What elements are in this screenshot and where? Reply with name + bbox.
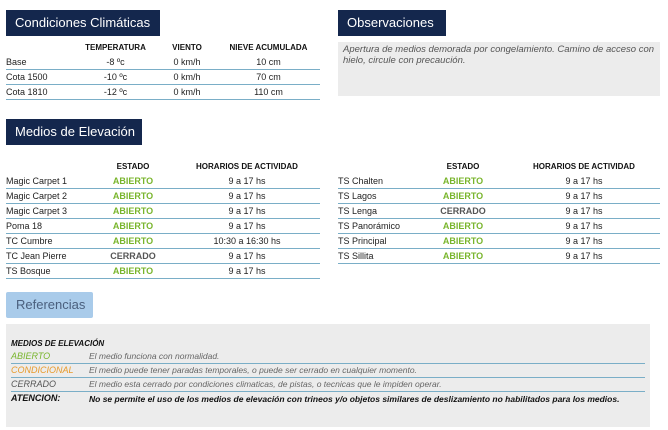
reference-desc: No se permite el uso de los medios de elevación con trineos y/o objetos similares de deslizamiento no habilitados para los medios. [89,394,620,404]
lift-status: ABIERTO [418,189,508,204]
climate-wind: 0 km/h [157,55,217,70]
lift-hours: 9 a 17 hs [174,189,320,204]
observations-title: Observaciones [338,10,446,36]
climate-row [6,70,320,85]
lift-status: ABIERTO [92,174,174,189]
reference-term: ATENCION: [11,393,61,403]
lift-row [338,249,660,264]
lift-status: ABIERTO [92,219,174,234]
climate-temperature: -8 ºc [74,55,157,70]
lift-row [338,204,660,219]
lift-hours: 9 a 17 hs [174,204,320,219]
lift-name: Magic Carpet 2 [6,189,92,204]
lifts-header-hours: HORARIOS DE ACTIVIDAD [533,162,635,171]
climate-header-snow: NIEVE ACUMULADA [229,43,308,52]
lift-name: Magic Carpet 3 [6,204,92,219]
climate-row [6,55,320,70]
lift-hours: 9 a 17 hs [508,204,660,219]
lift-row [6,174,320,189]
lift-row [6,234,320,249]
reference-row [11,378,645,392]
climate-snow: 10 cm [217,55,320,70]
lift-row [6,204,320,219]
climate-title: Condiciones Climáticas [6,10,160,36]
lift-hours: 9 a 17 hs [174,219,320,234]
lift-row [6,219,320,234]
lift-status: ABIERTO [92,264,174,279]
lift-row [6,264,320,279]
climate-snow: 70 cm [217,70,320,85]
lift-hours: 9 a 17 hs [508,249,660,264]
lifts-header-name [338,160,418,174]
lift-status: ABIERTO [418,174,508,189]
reference-term: ABIERTO [11,351,51,361]
climate-location: Base [6,55,74,70]
lift-name: Poma 18 [6,219,92,234]
lifts-header-status: ESTADO [116,162,150,171]
lift-name: TS Principal [338,234,418,249]
lift-name: TS Bosque [6,264,92,279]
climate-location: Cota 1810 [6,85,74,100]
lift-status: CERRADO [418,204,508,219]
lift-name: TS Lagos [338,189,418,204]
climate-header-location [6,41,74,55]
climate-snow: 110 cm [217,85,320,100]
climate-wind: 0 km/h [157,85,217,100]
climate-table [6,41,320,100]
reference-term: CERRADO [11,379,57,389]
climate-header-temperature: TEMPERATURA [85,43,146,52]
lift-hours: 9 a 17 hs [508,219,660,234]
reference-row [11,392,645,405]
reference-desc: El medio puede tener paradas temporales, o puede ser cerrado en cualquier momento. [89,365,417,375]
lift-status: ABIERTO [418,249,508,264]
lift-name: TC Cumbre [6,234,92,249]
lift-row [338,189,660,204]
lift-status: ABIERTO [418,219,508,234]
lifts-header-hours: HORARIOS DE ACTIVIDAD [196,162,298,171]
lift-status: ABIERTO [92,234,174,249]
lift-status: ABIERTO [92,189,174,204]
reference-row [11,364,645,378]
references-box [6,324,650,427]
references-section-title: MEDIOS DE ELEVACIÓN [11,339,105,348]
lift-name: Magic Carpet 1 [6,174,92,189]
climate-location: Cota 1500 [6,70,74,85]
lift-hours: 9 a 17 hs [508,174,660,189]
lift-name: TS Sillita [338,249,418,264]
lift-row [338,219,660,234]
lift-name: TC Jean Pierre [6,249,92,264]
lift-name: TS Chalten [338,174,418,189]
references-title: Referencias [6,292,93,318]
lift-name: TS Lenga [338,204,418,219]
lifts-table-right [338,160,660,264]
reference-term: CONDICIONAL [11,365,74,375]
climate-wind: 0 km/h [157,70,217,85]
lift-hours: 10:30 a 16:30 hs [174,234,320,249]
lift-row [6,189,320,204]
climate-header-wind: VIENTO [172,43,202,52]
lift-status: ABIERTO [92,204,174,219]
lift-hours: 9 a 17 hs [174,174,320,189]
lift-row [338,174,660,189]
climate-temperature: -10 ºc [74,70,157,85]
reference-row [11,350,645,364]
climate-temperature: -12 ºc [74,85,157,100]
lift-hours: 9 a 17 hs [508,234,660,249]
lift-hours: 9 a 17 hs [174,249,320,264]
lift-name: TS Panorámico [338,219,418,234]
lift-status: ABIERTO [418,234,508,249]
climate-row [6,85,320,100]
lifts-header-status: ESTADO [446,162,480,171]
lifts-header-name [6,160,92,174]
lifts-table-left [6,160,320,279]
reference-desc: El medio esta cerrado por condiciones climaticas, de pistas, o tecnicas que le impiden operar. [89,379,442,389]
lift-hours: 9 a 17 hs [174,264,320,279]
observations-text: Apertura de medios demorada por congelamiento. Camino de acceso con hielo, circule con precaución. [338,42,660,96]
lifts-title: Medios de Elevación [6,119,142,145]
reference-desc: El medio funciona con normalidad. [89,351,220,361]
lift-row [338,234,660,249]
lift-status: CERRADO [92,249,174,264]
lift-row [6,249,320,264]
lift-hours: 9 a 17 hs [508,189,660,204]
